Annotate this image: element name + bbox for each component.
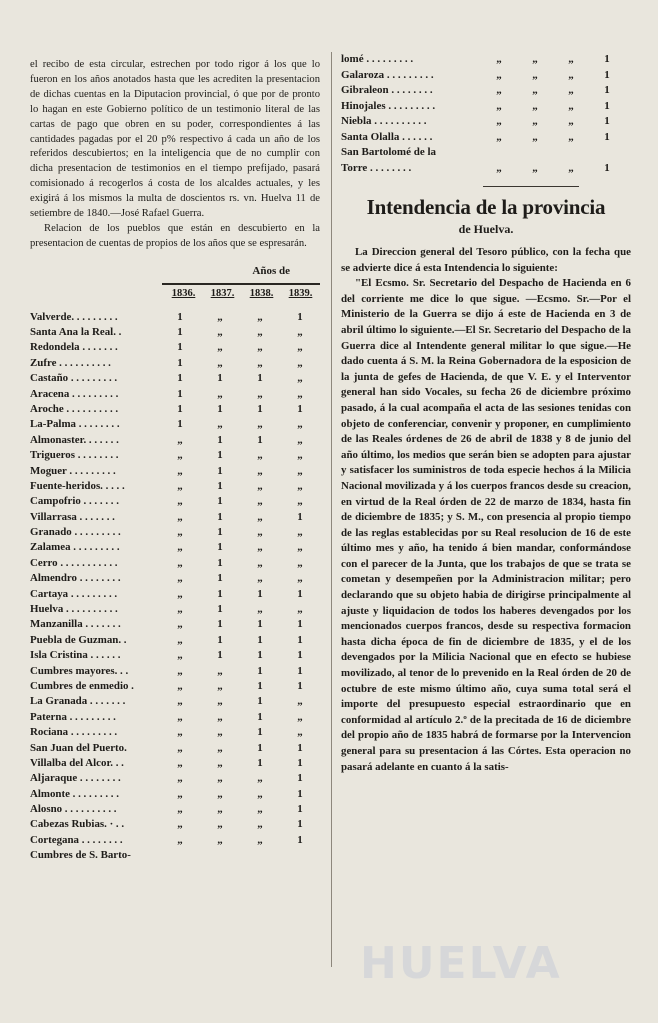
year-cell: „ [177,587,183,600]
year-cell: „ [177,772,183,785]
town-name: Santa Ana la Real. . [30,325,122,338]
year-cell: 1 [297,664,303,677]
year-cell: „ [257,818,263,831]
year-cell [553,145,589,161]
town-name: Niebla . . . . . . . . . . [341,115,427,127]
town-name: Aljaraque . . . . . . . . [30,772,121,785]
year-cell: „ [177,556,183,569]
year-cell: „ [177,679,183,692]
year-cell: „ [297,341,303,354]
year-cell: „ [568,115,574,127]
table-row [30,494,320,509]
year-cell: „ [257,418,263,431]
year-cell: „ [257,572,263,585]
year-cell: „ [496,84,502,96]
table-row [30,510,320,525]
table-row [30,417,320,432]
year-cell: „ [177,633,183,646]
table-row [30,448,320,463]
year-cell: „ [217,356,223,369]
year-cell: 1 [257,664,263,677]
towns-table-continued [341,52,631,176]
table-row [30,802,320,817]
section-rule [483,186,579,187]
year-cell [200,848,240,863]
year-cell: 1 [604,115,610,127]
town-name: Alosno . . . . . . . . . . [30,803,117,816]
year-cell: „ [177,541,183,554]
year-cell: „ [257,772,263,785]
town-name: Cumbres mayores. . . [30,664,129,677]
year-cell: „ [257,449,263,462]
town-name: Trigueros . . . . . . . . [30,449,119,462]
year-cell: 1 [177,341,183,354]
year-cell: „ [532,84,538,96]
year-cell: 1 [217,510,223,523]
year-cell: „ [297,495,303,508]
year-cell: „ [217,756,223,769]
year-cell: 1 [217,464,223,477]
table-row [30,756,320,771]
year-cell: 1 [297,649,303,662]
year-cell: 1 [257,633,263,646]
year-cell: 1 [217,372,223,385]
table-row [30,664,320,679]
year-cell: 1 [217,541,223,554]
year-cell: „ [217,325,223,338]
year-header: 1836. [171,287,196,299]
year-cell: 1 [217,587,223,600]
year-cell: „ [217,418,223,431]
table-row [30,556,320,571]
table-row [30,371,320,386]
year-cell: „ [496,115,502,127]
year-cell: 1 [177,402,183,415]
year-cell [517,145,553,161]
column-divider [331,52,332,967]
year-cell: „ [297,464,303,477]
year-cell: „ [177,526,183,539]
year-cell: 1 [257,679,263,692]
town-name: Isla Cristina . . . . . . [30,649,121,662]
year-cell: „ [177,510,183,523]
year-cell: 1 [257,618,263,631]
year-cell: 1 [217,556,223,569]
table-row [30,340,320,355]
year-cell: 1 [297,633,303,646]
year-cell: „ [177,464,183,477]
table-row [30,571,320,586]
year-cell: „ [177,618,183,631]
table-row [30,325,320,340]
year-cell: 1 [297,618,303,631]
body-paragraph: "El Ecsmo. Sr. Secretario del Despacho de Hacienda en 6 del corriente me dice lo que sigue. —Ecsmo. Sr.—Por el Ministerio de la Guerra se dijo á este de Hacienda en 3 de abril último lo siguiente.—El Sr. Secretario del Despacho de la Guerra dice al Intendente general militar lo que sigue.—He dado cuenta á S. M. la Reina Gobernadora de la esposicion de la junta de gefes de Hacienda, de que V. E. y el Interventor general han sido Vocales, su fecha 26 de diciembre próximo pasado, á la cual acompaña el acta de las sesiones tenidas con objeto de conferenciar, convenir y proponer, en cumplimiento de las Reales órdenes de 26 de abril de 1838 y 8 de junio del año último, los medios que serán bien se adopten para ajustar y satisfacer los suministros de toda especie hechos á la Milicia Nacional movilizada y á los cuerpos francos desde su creacion, en virtud de la Real órden de 22 de marzo de 1834, hasta fin de diciembre de 1835; y S. M., con presencia al propio tiempo de las reglas establecidas por su Real resolucion de 16 de este último mes y año, ha tenido á bien mandar, conformándose con el parecer de la Junta, que los trabajos de que se trata se cometan y desempeñen por la Administracion militar; pero declarando que su objeto habia de dirigirse principalmente al ajuste y liquidacion de todos los haberes devengados por los mencionados cuerpos francos, desde su respectiva formacion hasta dicha época de fin de diciembre de 1835, y el de los devengados por la Milicia Nacional que en efecto se hubiese movilizado, al tenor de lo prevenido en la Real órden de 20 de octubre de este mismo último año, cuya suma total será el importe del presupuesto especial estraordinario que en conformidad al artículo 2.º de la precitada de 16 de diciembre del propio año de 1835 habrá de formarse por la Intervencion general para su presentacion á las Córtes. Esta operacion no pasará adelante en cuanto á la satis- [341,277,631,773]
year-cell: „ [496,130,502,143]
year-cell: „ [297,418,303,431]
year-cell: „ [297,541,303,554]
year-cell: „ [177,756,183,769]
year-cell: 1 [177,387,183,400]
year-cell: 1 [604,161,610,174]
year-cell: „ [257,556,263,569]
town-name: Moguer . . . . . . . . . [30,464,116,477]
year-cell: 1 [257,726,263,739]
year-cell: 1 [297,587,303,600]
town-name: Aracena . . . . . . . . . [30,387,119,400]
year-cell: „ [177,833,183,846]
table-row [341,145,631,161]
year-cell: 1 [297,803,303,816]
huelva-watermark: HUELVA [360,938,562,989]
table-row [30,525,320,540]
year-cell: „ [257,310,263,323]
year-cell: 1 [604,130,610,143]
year-cell: „ [217,787,223,800]
section-body [341,245,631,775]
year-cell: „ [297,387,303,400]
year-cell: „ [177,495,183,508]
year-cell: 1 [297,402,303,415]
year-cell: „ [217,833,223,846]
table-row [341,68,631,84]
table-row [341,52,631,68]
year-cell: „ [568,53,574,65]
town-name: Cabezas Rubias. · . . [30,818,125,831]
year-cell: „ [217,772,223,785]
town-name: Cumbres de S. Barto- [30,849,131,862]
town-name: Aroche . . . . . . . . . . [30,402,119,415]
year-cell: „ [257,495,263,508]
year-cell: „ [297,479,303,492]
town-name: La Granada . . . . . . . [30,695,126,708]
year-cell: 1 [177,325,183,338]
year-cell: „ [257,387,263,400]
year-cell: „ [568,130,574,143]
year-cell: „ [217,803,223,816]
year-cell: 1 [177,356,183,369]
year-cell: 1 [217,603,223,616]
table-row [30,433,320,448]
year-cell: „ [568,68,574,81]
year-cell: 1 [257,741,263,754]
town-name: Cortegana . . . . . . . . [30,833,123,846]
year-cell: 1 [297,818,303,831]
town-name: La-Palma . . . . . . . . [30,418,120,431]
year-cell: „ [177,433,183,446]
town-name: Huelva . . . . . . . . . . [30,603,118,616]
year-cell: „ [177,572,183,585]
town-name: Zalamea . . . . . . . . . [30,541,120,554]
year-cell: 1 [257,710,263,723]
year-cell: „ [257,833,263,846]
year-cell: 1 [257,756,263,769]
year-header: 1837. [210,287,235,299]
year-cell: 1 [604,99,610,112]
table-row [30,402,320,417]
year-cell: „ [568,161,574,174]
year-cell: „ [297,726,303,739]
year-cell: „ [177,803,183,816]
town-name: Campofrio . . . . . . . [30,495,119,508]
year-cell: 1 [217,572,223,585]
year-cell: 1 [217,649,223,662]
year-cell: „ [217,664,223,677]
town-name: Manzanilla . . . . . . . [30,618,121,631]
year-cell: 1 [297,772,303,785]
year-cell: 1 [604,53,610,65]
town-name: Villalba del Alcor. . . [30,756,124,769]
years-rule [162,283,320,285]
year-cell: 1 [297,787,303,800]
year-cell: „ [297,433,303,446]
year-cell: „ [257,510,263,523]
year-cell: „ [297,526,303,539]
town-name: Almonte . . . . . . . . . [30,787,119,800]
year-cell: „ [532,99,538,112]
town-name: Hinojales . . . . . . . . . [341,99,436,112]
year-cell: „ [257,526,263,539]
year-cell: „ [217,310,223,323]
year-cell: „ [532,161,538,174]
year-cell: „ [177,479,183,492]
year-cell: 1 [177,418,183,431]
year-cell: 1 [257,372,263,385]
year-cell: 1 [297,756,303,769]
year-cell: „ [217,741,223,754]
year-cell: 1 [217,633,223,646]
year-cell: „ [297,449,303,462]
table-row [30,833,320,848]
town-name: Almendro . . . . . . . . [30,572,121,585]
year-cell [240,848,280,863]
table-row [30,710,320,725]
table-row [30,617,320,632]
year-cell: „ [177,726,183,739]
year-cell: 1 [297,679,303,692]
years-header-row [30,287,320,302]
year-cell: „ [177,818,183,831]
year-cell: 1 [257,433,263,446]
year-cell: 1 [217,526,223,539]
town-name: San Bartolomé de la [341,146,437,158]
year-cell: „ [217,387,223,400]
year-cell [481,145,517,161]
table-row [30,787,320,802]
town-name: Galaroza . . . . . . . . . [341,68,434,81]
year-cell: „ [297,356,303,369]
town-name: Cerro . . . . . . . . . . . [30,556,118,569]
year-cell: „ [297,325,303,338]
year-cell: 1 [217,479,223,492]
year-cell: 1 [257,402,263,415]
year-cell: 1 [217,433,223,446]
year-cell: „ [532,68,538,81]
year-cell: 1 [217,618,223,631]
year-cell: „ [297,572,303,585]
town-name: Torre . . . . . . . . [341,161,412,174]
table-row [341,130,631,146]
table-row [30,387,320,402]
year-cell: „ [177,695,183,708]
year-cell [589,145,625,161]
right-column [341,52,631,775]
year-cell: „ [257,787,263,800]
year-cell: „ [297,710,303,723]
table-row [30,356,320,371]
town-name: San Juan del Puerto. [30,741,127,754]
year-cell: „ [177,741,183,754]
year-cell: 1 [297,310,303,323]
table-row [30,479,320,494]
year-cell: 1 [217,449,223,462]
year-cell: „ [496,68,502,81]
year-cell: 1 [177,372,183,385]
town-name: Cartaya . . . . . . . . . [30,587,118,600]
year-cell: „ [217,726,223,739]
year-cell: „ [532,115,538,127]
year-cell: 1 [257,587,263,600]
year-cell: 1 [257,649,263,662]
table-row [30,848,320,863]
relation-intro: Relacion de los pueblos que están en descubierto en la presentacion de cuentas de propios de los años que se espresarán. [30,222,320,249]
year-cell: „ [297,372,303,385]
year-cell: 1 [217,495,223,508]
table-row [341,114,631,130]
town-name: Cumbres de enmedio . [30,679,134,692]
year-cell: „ [496,53,502,65]
town-name: Zufre . . . . . . . . . . [30,356,111,369]
table-row [30,741,320,756]
year-cell: „ [496,99,502,112]
year-cell: „ [568,84,574,96]
town-name: Rociana . . . . . . . . . [30,726,118,739]
year-cell: „ [257,479,263,492]
town-name: Puebla de Guzman. . [30,633,127,646]
year-cell: „ [177,649,183,662]
year-cell: „ [297,603,303,616]
table-row [341,161,631,177]
year-header: 1839. [288,287,313,299]
year-cell: 1 [257,695,263,708]
years-heading: Años de [252,264,290,277]
table-row [30,725,320,740]
table-row [341,99,631,115]
year-cell: „ [257,464,263,477]
section-subtitle: de Huelva. [458,222,514,236]
table-row [30,679,320,694]
year-cell: 1 [604,68,610,81]
year-cell [160,848,200,863]
year-cell: „ [217,710,223,723]
town-name: Castaño . . . . . . . . . [30,372,118,385]
section-title: Intendencia de la provincia [366,195,606,219]
town-name: Paterna . . . . . . . . . [30,710,116,723]
towns-table [30,310,320,864]
year-cell: „ [177,710,183,723]
table-row [341,83,631,99]
year-cell: „ [257,541,263,554]
town-name: Granado . . . . . . . . . [30,526,121,539]
table-row [30,694,320,709]
year-cell: „ [257,325,263,338]
year-cell: „ [177,603,183,616]
year-cell: „ [217,341,223,354]
town-name: Santa Olalla . . . . . . [341,130,433,143]
year-cell: „ [257,341,263,354]
year-cell: „ [177,787,183,800]
table-row [30,587,320,602]
year-cell: 1 [297,741,303,754]
year-cell: „ [257,603,263,616]
table-row [30,464,320,479]
town-name: Gibraleon . . . . . . . . [341,84,433,96]
town-name: Redondela . . . . . . . [30,341,118,354]
year-cell: „ [257,803,263,816]
year-cell: „ [217,818,223,831]
year-cell [280,848,320,863]
town-name: Almonaster. . . . . . . [30,433,119,446]
year-cell: „ [532,53,538,65]
year-cell: „ [568,99,574,112]
table-row [30,602,320,617]
table-row [30,310,320,325]
town-name: Villarrasa . . . . . . . [30,510,115,523]
table-row [30,648,320,663]
year-cell: „ [532,130,538,143]
year-cell: 1 [297,833,303,846]
table-row [30,771,320,786]
year-cell: 1 [604,84,610,96]
year-cell: „ [177,664,183,677]
table-row [30,540,320,555]
town-name: lomé . . . . . . . . . [341,53,414,65]
year-cell: 1 [297,510,303,523]
year-cell: „ [217,679,223,692]
table-row [30,817,320,832]
year-cell: „ [297,695,303,708]
town-name: Valverde. . . . . . . . . [30,310,118,323]
year-cell: „ [257,356,263,369]
year-cell: 1 [217,402,223,415]
left-column [30,58,320,864]
year-cell: „ [496,161,502,174]
circular-paragraph: el recibo de esta circular, estrechen por todo rigor á los que lo fueron en los años anotados hasta que les acrediten la presentacion de dichas cuentas en la Diputacion provincial, ó que por de pronto lo hagan en este Gobierno político de un testimonio literal de las cartas de pago que obren en su poder, correspondientes á las cantidades pagadas por el 20 p% respectivo á cada un año de los referidos descubiertos; en la inteligencia que de no cumplir con dicha presentacion de testimonios en el tiempo prefijado, pasará comisionado á recogerlos á costa de los alcaldes actuales, y les exigirá á los mismos la multa de doscientos rs. vn. Huelva 11 de setiembre de 1840.—José Rafael Guerra. [30,59,320,220]
year-cell: „ [297,556,303,569]
table-row [30,633,320,648]
town-name: Fuente-heridos. . . . . [30,479,125,492]
year-cell: „ [177,449,183,462]
body-paragraph: La Direccion general del Tesoro público, con la fecha que se advierte dice á esta Intendencia lo siguiente: [341,246,631,274]
year-cell: „ [217,695,223,708]
year-header: 1838. [249,287,274,299]
year-cell: 1 [177,310,183,323]
